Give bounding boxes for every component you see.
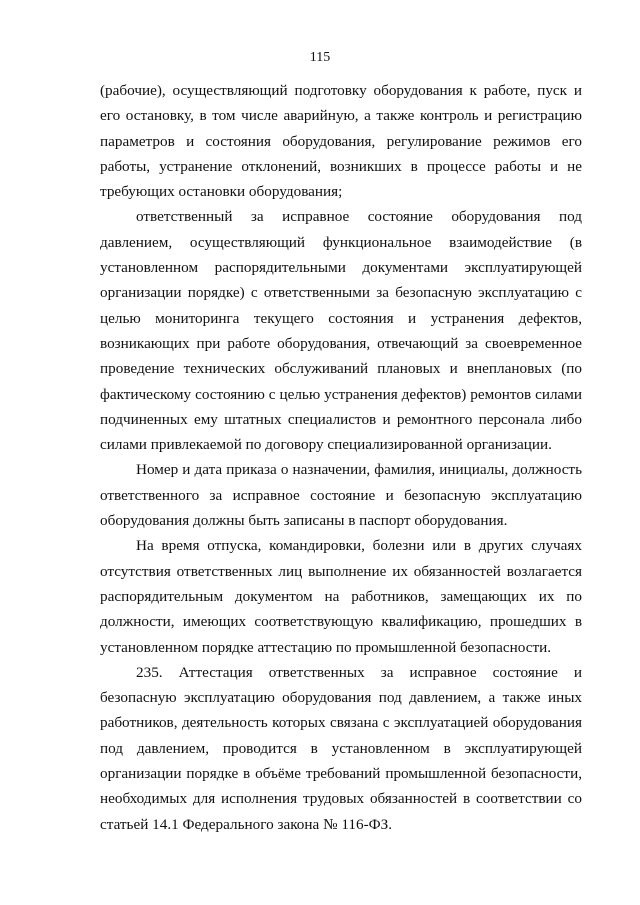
paragraph-workers-continuation: (рабочие), осуществляющий подготовку оборудования к работе, пуск и его остановку, в том числе аварийную, а также контроль и регистрацию параметров и состояния оборудования, регулирование режимов его работы, устранение отклонений, возникших в процессе работы и не требующих остановки оборудования; (100, 82, 582, 201)
paragraph-235-attestation: 235. Аттестация ответственных за исправное состояние и безопасную эксплуатацию оборудования под давлением, а также иных работников, деятельность которых связана с эксплуатацией оборудования под давлением, проводится в установленном в эксплуатирующей организации порядке в объёме требований промышленной безопасности, необходимых для исполнения трудовых обязанностей в соответствии со статьей 14.1 Федерального закона № 116-ФЗ. (100, 663, 582, 833)
paragraph-order-number: Номер и дата приказа о назначении, фамилия, инициалы, должность ответственного за исправное состояние и безопасную эксплуатацию оборудования должны быть записаны в паспорт оборудования. (100, 461, 582, 530)
paragraph-responsible-maintenance: ответственный за исправное состояние оборудования под давлением, осуществляющий функциональное взаимодействие (в установленном распорядительными документами эксплуатирующей организации порядке) с ответственными за безопасную эксплуатацию с целью мониторинга текущего состояния и устранения дефектов, возникающих при работе оборудования, отвечающий за своевременное проведение технических обслуживаний плановых и внеплановых (по фактическому состоянию с целью устранения дефектов) ремонтов силами подчиненных ему штатных специалистов и ремонтного персонала либо силами привлекаемой по договору специализированной организации. (100, 208, 582, 454)
document-body (100, 78, 582, 837)
paragraph-absence-replacement: На время отпуска, командировки, болезни или в других случаях отсутствия ответственных лиц выполнение их обязанностей возлагается распорядительным документом на работников, замещающих их по должности, имеющих соответствующую квалификацию, прошедших в установленном порядке аттестацию по промышленной безопасности. (100, 537, 582, 656)
page-number: 115 (309, 50, 331, 65)
